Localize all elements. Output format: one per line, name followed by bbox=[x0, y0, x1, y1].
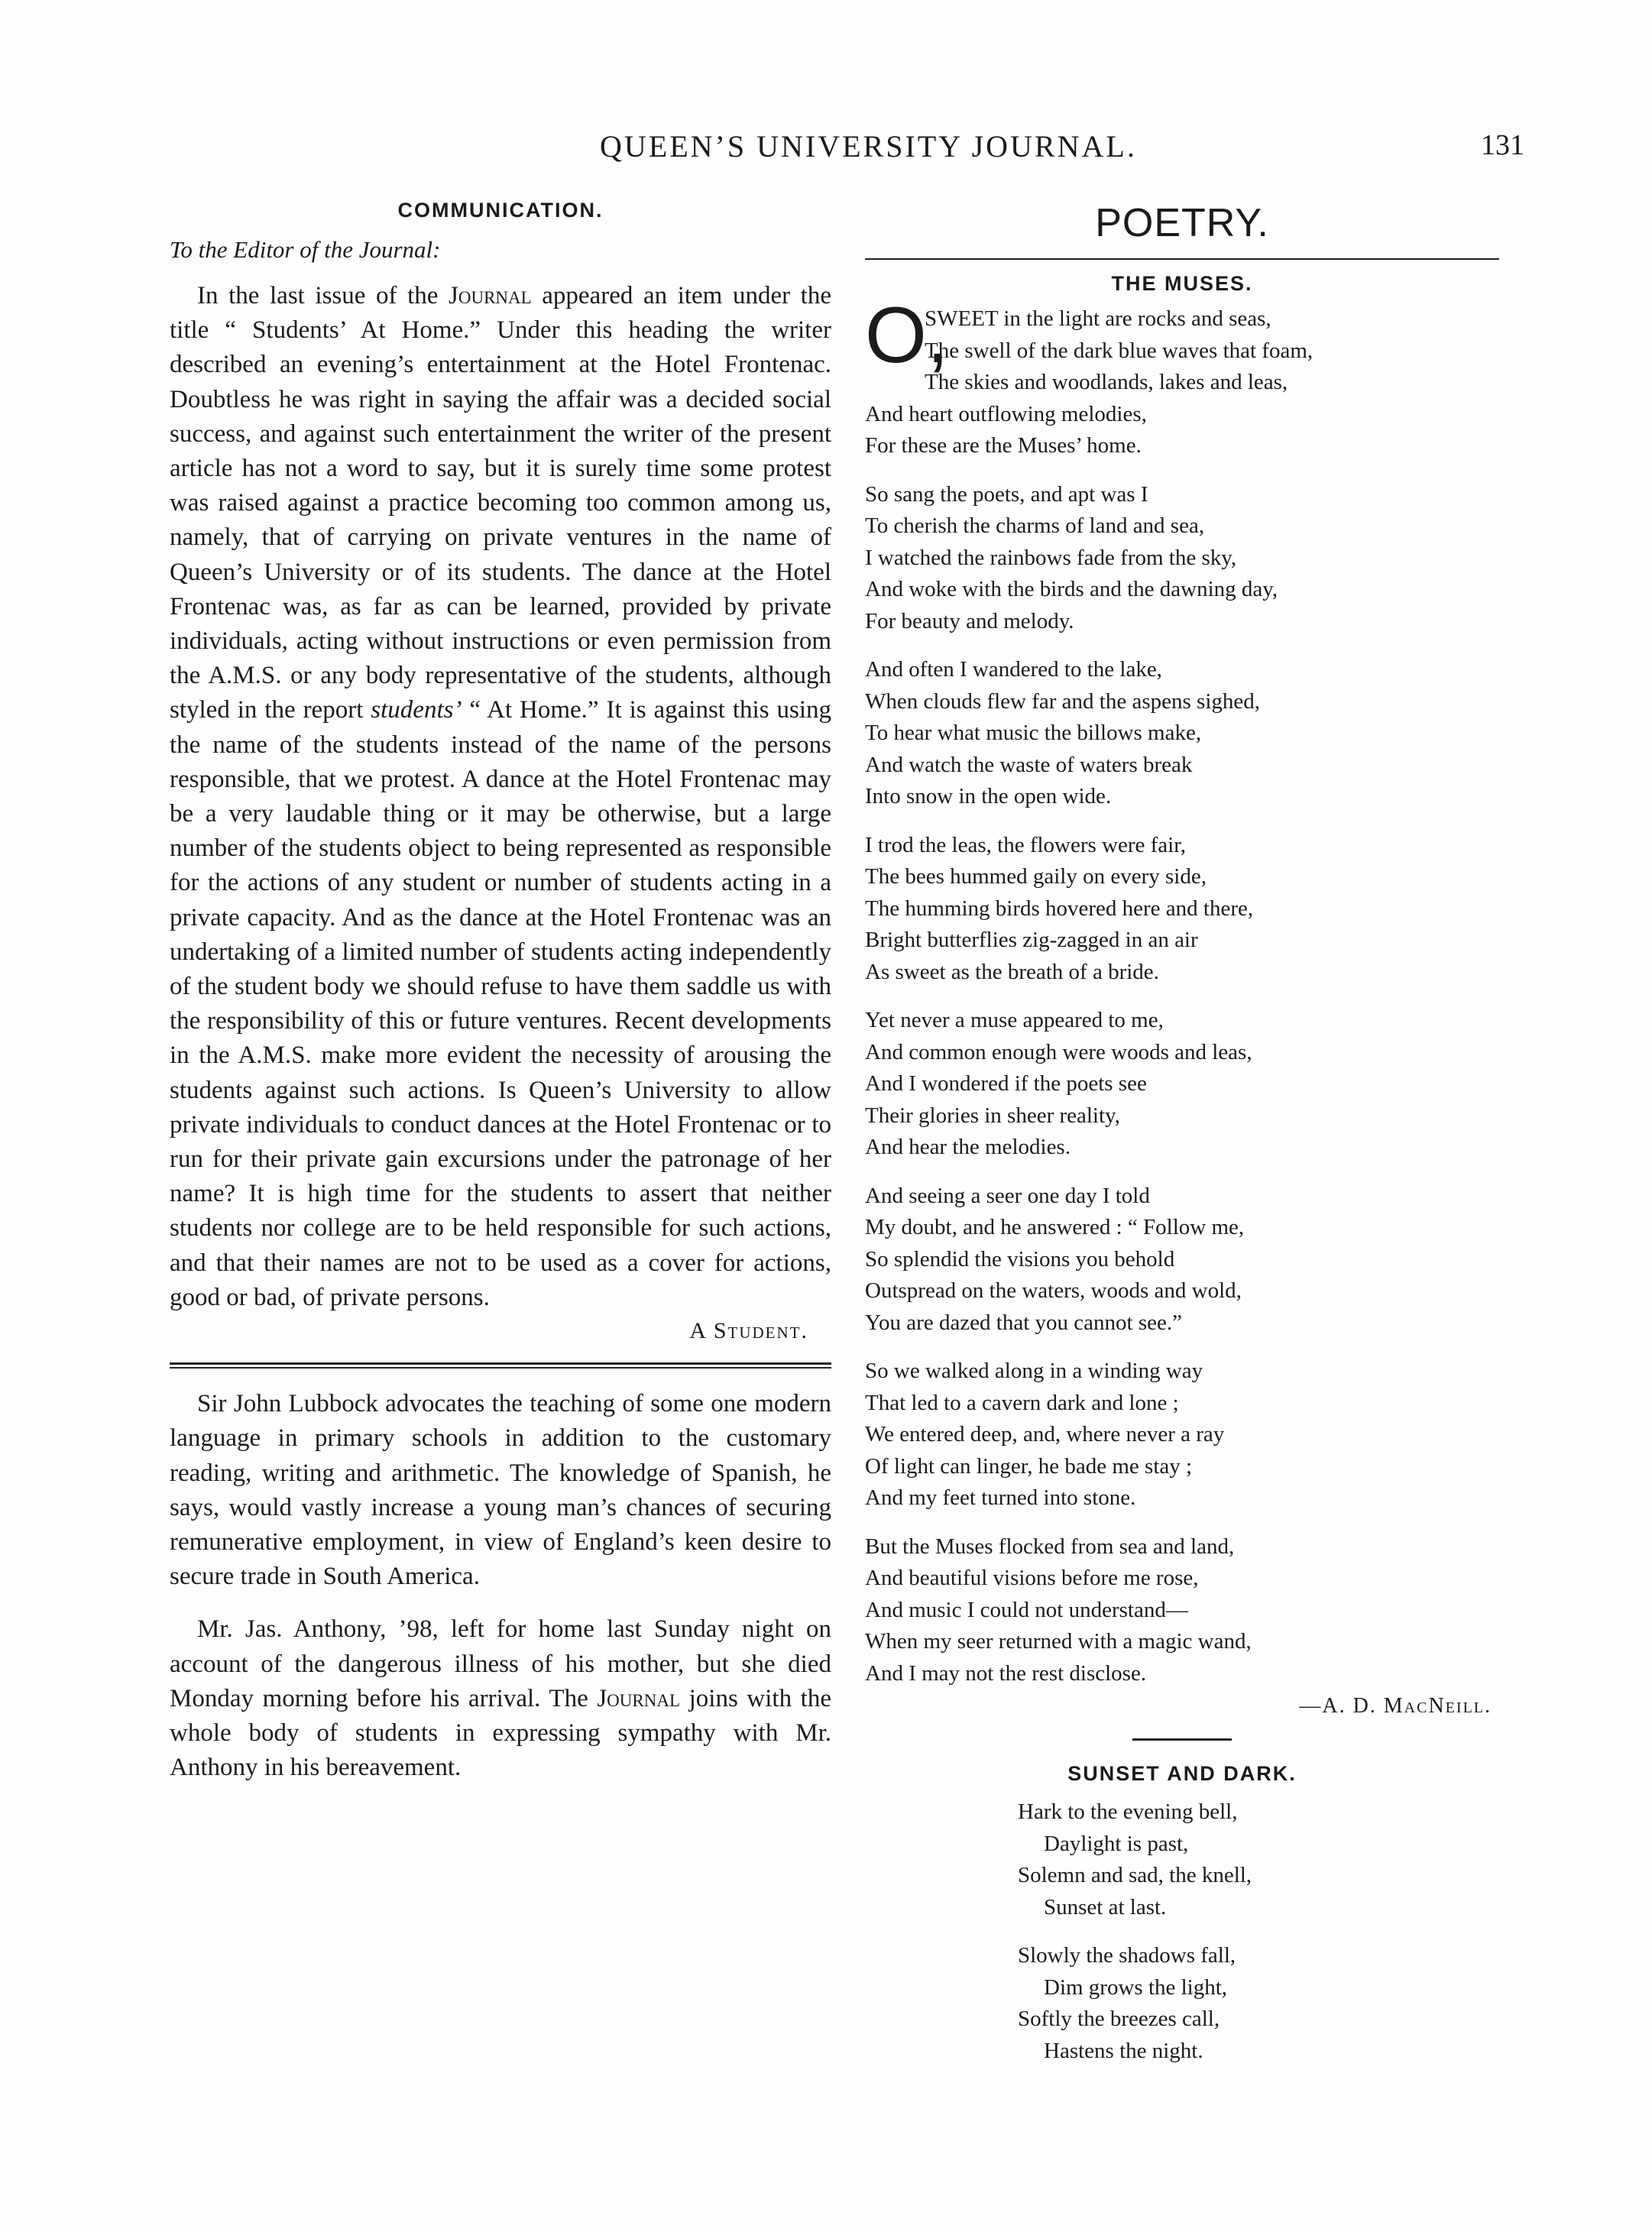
poem-line: We entered deep, and, where never a ray bbox=[865, 1422, 1225, 1446]
communication-heading: COMMUNICATION. bbox=[397, 199, 604, 222]
students-italic: students’ bbox=[371, 696, 462, 724]
journal-name: Journal bbox=[449, 282, 532, 309]
poem-line: Yet never a muse appeared to me, bbox=[865, 1008, 1164, 1032]
poem-line: I watched the rainbows fade from the sky, bbox=[865, 545, 1237, 570]
stanza-4 bbox=[865, 830, 1499, 989]
poem-line: And beautiful visions before me rose, bbox=[865, 1566, 1199, 1590]
poem-line: And my feet turned into stone. bbox=[865, 1485, 1136, 1510]
page-header bbox=[0, 128, 1652, 174]
body-text: appeared an item under the title “ Students’ At Home.” Under this heading the writer described an evening’s entertainment at the Hotel Frontenac. Doubtless he was right in saying the affair was a decided social success, and against such entertainment the writer of the present article has not a word to say, but it is surely time some protest was raised against a practice becoming too common among us, namely, that of carrying on private ventures in the name of Queen’s University or of its students. The dance at the Hotel Frontenac was, as far as can be learned, provided by private individuals, acting without instructions or even permission from the A.M.S. or any body representative of the students, although styled in the report bbox=[170, 282, 831, 724]
poem-line: Outspread on the waters, woods and wold, bbox=[865, 1278, 1242, 1303]
signature: A Student. bbox=[689, 1318, 808, 1344]
body-text: In the last issue of the bbox=[197, 282, 449, 309]
body-text: Mr. Jas. Anthony, ’98, left for home last Sunday night on account of the dangerous illness of his mother, but she died Monday morning before his arrival. The bbox=[170, 1615, 831, 1712]
poem-line: Dim grows the light, bbox=[1044, 1974, 1228, 2000]
communication-body bbox=[170, 279, 831, 1315]
stanza-5 bbox=[865, 1005, 1499, 1164]
poem-line: And watch the waste of waters break bbox=[865, 752, 1193, 777]
stanza-3 bbox=[865, 654, 1499, 813]
poem-line: So sang the poets, and apt was I bbox=[865, 481, 1148, 507]
right-column bbox=[865, 199, 1499, 2084]
poem-line: Hark to the evening bell, bbox=[1018, 1800, 1238, 1824]
poem-line: So we walked along in a winding way bbox=[865, 1359, 1203, 1383]
poem-line: The humming birds hovered here and there, bbox=[865, 896, 1254, 921]
poem-line: Of light can linger, he bade me stay ; bbox=[865, 1453, 1193, 1479]
poem-line: And I wondered if the poets see bbox=[865, 1071, 1147, 1096]
poem-line: Daylight is past, bbox=[1044, 1831, 1189, 1856]
poem-sunset-and-dark bbox=[865, 1796, 1499, 2067]
poem-title-sunset: SUNSET AND DARK. bbox=[1067, 1762, 1297, 1785]
poem-line: SWEET in the light are rocks and seas, bbox=[925, 306, 1271, 331]
poem-line: And often I wandered to the lake, bbox=[865, 657, 1162, 682]
anthony-note bbox=[170, 1612, 831, 1785]
poem-line: Sunset at last. bbox=[1044, 1894, 1167, 1919]
poem-line: And hear the melodies. bbox=[865, 1135, 1071, 1159]
poem-line: Hastens the night. bbox=[1044, 2038, 1203, 2063]
stanza-2 bbox=[865, 479, 1499, 638]
poem-line: The bees hummed gaily on every side, bbox=[865, 864, 1207, 889]
poem-line: You are dazed that you cannot see.” bbox=[865, 1310, 1182, 1335]
poem-line: When clouds flew far and the aspens sighed, bbox=[865, 688, 1261, 714]
drop-cap: O, bbox=[865, 291, 949, 380]
sunset-stanza-2 bbox=[1018, 1940, 1499, 2067]
poem-line: For these are the Muses’ home. bbox=[865, 433, 1142, 458]
poem-line: And seeing a seer one day I told bbox=[865, 1183, 1150, 1208]
poem-line: The skies and woodlands, lakes and leas, bbox=[925, 370, 1288, 394]
body-text: joins with the whole body of students in expressing sympathy with Mr. Anthony in his bereavement. bbox=[170, 1684, 831, 1782]
poem-line: And woke with the birds and the dawning day, bbox=[865, 577, 1278, 601]
poem-line: Solemn and sad, the knell, bbox=[1018, 1863, 1252, 1887]
journal-title: QUEEN’S UNIVERSITY JOURNAL. bbox=[600, 129, 1137, 164]
poem-line: And I may not the rest disclose. bbox=[865, 1660, 1147, 1686]
poem-line: To cherish the charms of land and sea, bbox=[865, 513, 1205, 538]
poem-line: To hear what music the billows make, bbox=[865, 721, 1202, 745]
body-text: “ At Home.” It is against this using the name of the students instead of the name of the persons responsible, that we protest. A dance at the Hotel Frontenac may be a very laudable thing or it may be otherwise, but a large number of the students object to being represented as responsible for the actions of any student or number of students acting in a private capacity. And as the dance at the Hotel Frontenac was an undertaking of a limited number of students acting independently of the student body we should refuse to have them saddle us with the responsibility of this or future ventures. Recent developments in the A.M.S. make more evident the necessity of arousing the students against such actions. Is Queen’s University to allow private individuals to conduct dances at the Hotel Frontenac or to run for their private gain excursions under the patronage of her name? It is high time for the students to assert that neither students nor college are to be held responsible for such actions, and that their names are not to be used as a cover for actions, good or bad, of private persons. bbox=[170, 696, 831, 1311]
poem-line: As sweet as the breath of a bride. bbox=[865, 959, 1159, 984]
page-number: 131 bbox=[1481, 129, 1524, 161]
poem-line: I trod the leas, the flowers were fair, bbox=[865, 832, 1186, 857]
journal-name: Journal bbox=[597, 1684, 680, 1712]
poem-line: Softly the breezes call, bbox=[1018, 2007, 1220, 2031]
poem-the-muses bbox=[865, 291, 1499, 1719]
sunset-stanza-1 bbox=[1018, 1796, 1499, 1923]
poem-line: Their glories in sheer reality, bbox=[865, 1103, 1120, 1128]
poem-line: When my seer returned with a magic wand, bbox=[865, 1629, 1252, 1654]
poem-title-muses: THE MUSES. bbox=[1111, 272, 1253, 295]
poetry-rule bbox=[865, 258, 1499, 260]
poem-line: Into snow in the open wide. bbox=[865, 784, 1112, 808]
poem-line: That led to a cavern dark and lone ; bbox=[865, 1390, 1179, 1415]
poem-line: The swell of the dark blue waves that foam, bbox=[925, 338, 1314, 363]
poetry-heading: POETRY. bbox=[1095, 201, 1269, 245]
poem-line: For beauty and melody. bbox=[865, 608, 1074, 633]
stanza-6 bbox=[865, 1181, 1499, 1340]
left-column bbox=[170, 199, 831, 1785]
stanza-1 bbox=[865, 291, 1499, 462]
poem-line: But the Muses flocked from sea and land, bbox=[865, 1534, 1235, 1559]
salutation: To the Editor of the Journal: bbox=[170, 236, 441, 263]
poem-line: And heart outflowing melodies, bbox=[865, 401, 1147, 426]
poem-line: My doubt, and he answered : “ Follow me, bbox=[865, 1215, 1245, 1239]
poem-line: So splendid the visions you behold bbox=[865, 1246, 1175, 1271]
lubbock-note: Sir John Lubbock advocates the teaching of some one modern language in primary schools in addition to the customary reading, writing and arithmetic. The knowledge of Spanish, he says, would vastly increase a young man’s chances of securing remunerative employment, in view of England’s keen desire to secure trade in South America. bbox=[170, 1390, 831, 1591]
poem-line: Bright butterflies zig-zagged in an air bbox=[865, 928, 1198, 952]
stanza-8 bbox=[865, 1531, 1499, 1690]
poem-line: And common enough were woods and leas, bbox=[865, 1039, 1252, 1064]
poem-attribution: —A. D. MacNeill. bbox=[1299, 1694, 1492, 1718]
double-rule-divider bbox=[170, 1362, 831, 1369]
stanza-7 bbox=[865, 1356, 1499, 1514]
poem-line: Slowly the shadows fall, bbox=[1018, 1943, 1236, 1968]
short-rule-divider bbox=[1132, 1738, 1232, 1741]
poem-line: And music I could not understand— bbox=[865, 1597, 1188, 1622]
